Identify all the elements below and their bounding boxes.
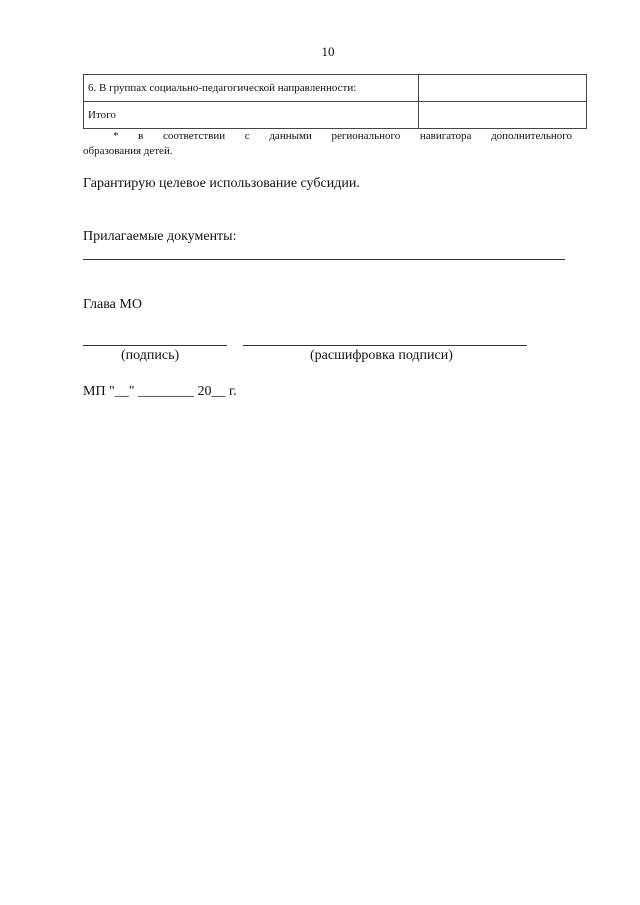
- signature-blank-line: [83, 345, 227, 346]
- attachments-blank-line: [83, 259, 565, 260]
- decoding-caption: (расшифровка подписи): [310, 348, 453, 363]
- decoding-blank-line: [243, 345, 527, 346]
- attachments-label: Прилагаемые документы:: [83, 229, 237, 244]
- footnote-line-2: образования детей.: [83, 145, 173, 157]
- table-row: [84, 102, 587, 129]
- table-cell-total-value: [418, 102, 586, 129]
- table-row: [84, 75, 587, 102]
- footnote-line-1: * в соответствии с данными регионального навигатора дополнительного: [113, 130, 572, 142]
- table-cell-label: 6. В группах социально-педагогической направленности:: [84, 75, 419, 102]
- subsidy-table: [83, 74, 587, 129]
- table-cell-total-label: Итого: [84, 102, 419, 129]
- stamp-date-line: МП "__" ________ 20__ г.: [83, 384, 237, 399]
- guarantee-statement: Гарантирую целевое использование субсидии.: [83, 176, 360, 191]
- table-cell-value: [418, 75, 586, 102]
- signature-caption: (подпись): [121, 348, 180, 363]
- page-number: 10: [321, 44, 335, 59]
- head-title: Глава МО: [83, 297, 142, 312]
